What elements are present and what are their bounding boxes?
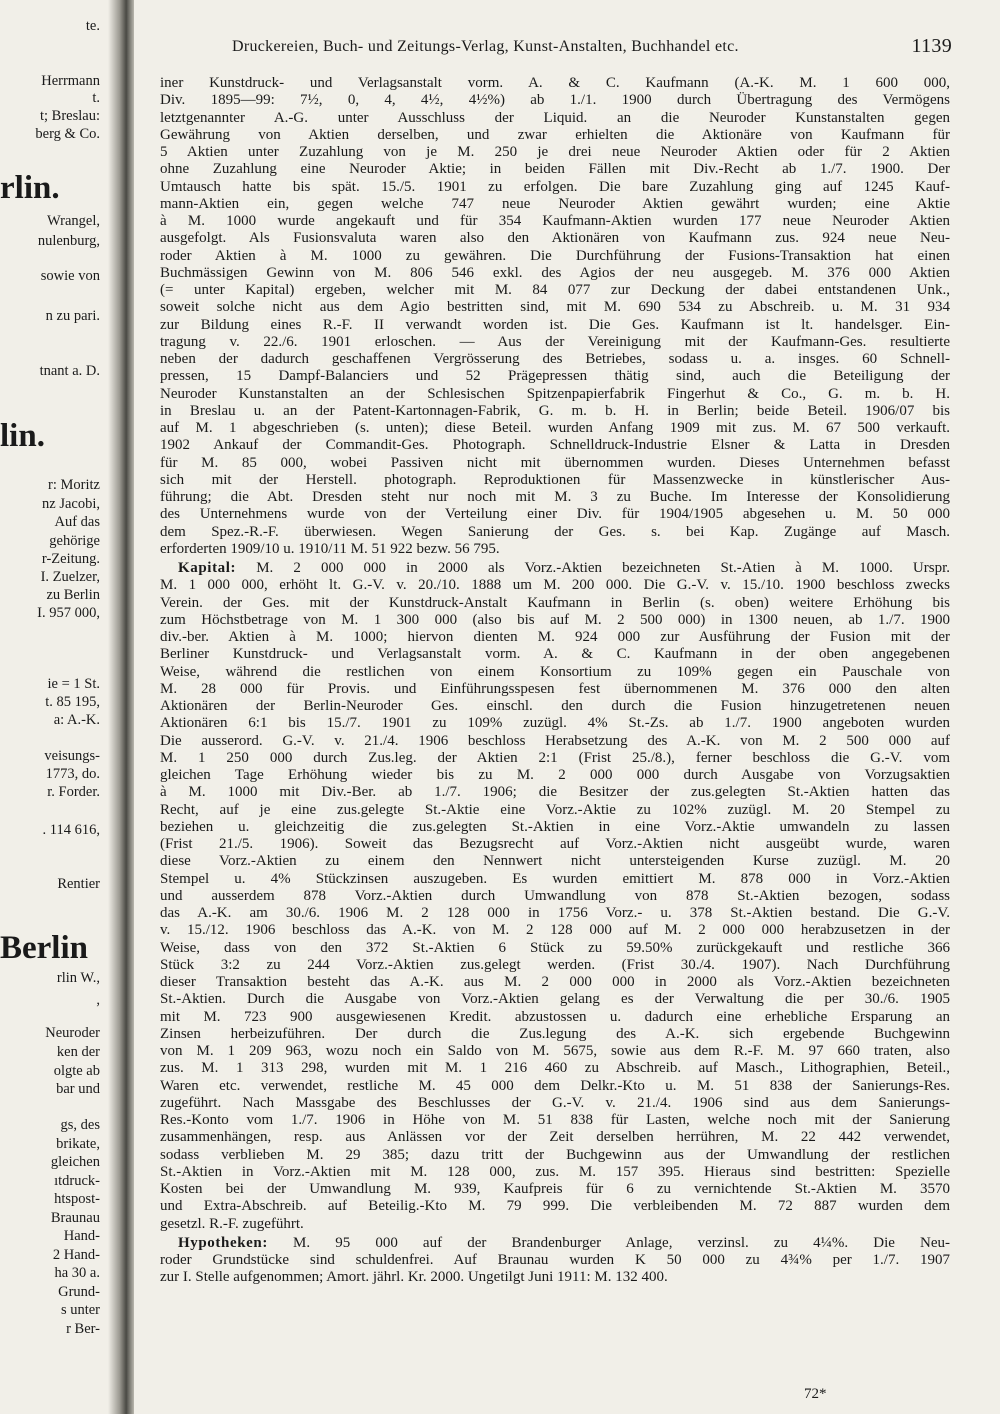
line-text: und ausserdem 878 Vorz.-Aktien durch Umwandlung von 878 St.-Aktien bezogen, sodass <box>160 887 950 904</box>
line-text: Stempel u. 4% Stückzinsen auszugeben. Es wurden emittiert M. 878 000 in Vorz.-Aktien <box>160 870 950 887</box>
line-text: führung; die Abt. Dresden steht nur noch mit M. 3 zu Buche. Im Interesse der Konsolidierung <box>160 489 950 505</box>
text-line <box>160 1164 950 1181</box>
text-line <box>160 472 950 489</box>
line-text: des Unternehmens wurde von der Verteilung einer Div. für 1904/1905 abgesehen u. M. 50 000 <box>160 506 950 523</box>
line-text: das A.-K. am 30./6. 1906 M. 2 128 000 in 1756 Vorz.- u. 378 St.-Aktien bestand. Die G.-V. <box>160 905 950 921</box>
text-line <box>160 1269 950 1286</box>
text-line <box>160 819 950 836</box>
section-label: Kapital: <box>178 560 237 576</box>
fragment-heading: rlin. <box>0 170 60 206</box>
line-text: 5 Aktien unter Zuzahlung von je M. 250 je drei neue Neuroder Aktien oder für 2 Aktien <box>160 144 950 160</box>
section-label: Hypotheken: <box>178 1234 268 1251</box>
line-text: 1902 Ankauf der Commandit-Ges. Photograph. Schnelldruck-Industrie Elsner & Latta in Dresden <box>160 437 950 454</box>
text-line <box>160 144 950 161</box>
text-line <box>160 715 950 732</box>
fragment-line: ha 30 a. <box>54 1265 100 1281</box>
text-line <box>160 974 950 991</box>
line-text: neben der dadurch geschaffenen Vergrösserung des Betriebes, sodass u. a. insges. 60 Schnell- <box>160 351 950 367</box>
line-text: zur I. Stelle aufgenommen; Amort. jährl. Kr. 2000. Ungetilgt Juni 1911: M. 132 400. <box>160 1269 668 1286</box>
text-line <box>160 664 950 681</box>
fragment-line: brikate, <box>56 1136 100 1152</box>
fragment-line: n zu pari. <box>45 308 100 324</box>
fragment-line: t. 85 195, <box>45 694 100 710</box>
text-line <box>160 1181 950 1198</box>
fragment-line: r: Moritz <box>48 477 100 493</box>
text-line <box>160 560 950 577</box>
line-text: zum Höchstbetrage von M. 1 300 000 (also bis auf M. 2 500 000) in 1300 neuen, ab 1./7. 1900 <box>160 611 950 628</box>
book-gutter <box>108 0 134 1414</box>
line-text: Stück 3:2 zu 244 Vorz.-Aktien zus.gelegt werden. (Frist 30./4. 1907). Nach Durchführung <box>160 956 950 973</box>
fragment-line: 2 Hand- <box>52 1247 100 1263</box>
fragment-line: gs, des <box>60 1117 100 1133</box>
fragment-line: berg & Co. <box>35 126 100 142</box>
fragment-line: I. Zuelzer, <box>40 569 100 585</box>
line-text: ausgefolgt. Als Fusionsvaluta waren also den Aktionären von Kaufmann zus. 924 neue Neu- <box>160 230 950 247</box>
fragment-line: Braunau <box>50 1210 100 1226</box>
text-line <box>160 110 950 127</box>
line-text: gleichen Tage Erhöhung wieder bis zu M. 2 000 000 durch Ausgabe von Vorzugsaktien <box>160 767 950 783</box>
line-text: M. 28 000 für Provis. und Einführungsspesen fest übernommenen M. 376 000 den alten <box>160 680 950 697</box>
section-hypotheken <box>160 1235 950 1287</box>
text-line <box>160 196 950 213</box>
fragment-line: 1773, do. <box>45 766 100 782</box>
fragment-line: t; Breslau: <box>39 108 100 124</box>
line-text: iner Kunstdruck- und Verlagsanstalt vorm. A. & C. Kaufmann (A.-K. M. 1 600 000, <box>160 75 950 91</box>
text-line <box>160 1095 950 1112</box>
line-text: Berliner Kunstdruck- und Verlagsanstalt vorm. A. & C. Kaufmann in der oben angegebenen <box>160 646 950 663</box>
page-number: 1139 <box>911 35 952 57</box>
fragment-line: nz Jacobi, <box>42 496 100 512</box>
text-line <box>160 1235 950 1252</box>
fragment-line: olgte ab <box>53 1063 100 1079</box>
line-text: letztgenannter A.-G. unter Ausschluss der Liquid. an die Neuroder Kunstanstalten gegen <box>160 109 950 126</box>
fragment-line: Wrangel, <box>47 213 100 229</box>
fragment-line: a: A.-K. <box>53 712 100 728</box>
line-text: auf M. 1 abgeschrieben (s. unten); diese Beteil. wurden Anfang 1909 mit zus. M. 67 500 verkauft. <box>160 420 950 436</box>
line-text: beziehen u. gleichzeitig die zus.gelegten St.-Aktien in eine Vorz.-Aktie umwandeln zu lassen <box>160 818 950 835</box>
line-text: Aktionären der Berlin-Neuroder Ges. einschl. den durch die Fusion hinzugetretenen neuen <box>160 698 950 714</box>
line-text: Res.-Konto vom 1./7. 1906 in Höhe von M. 51 838 für Lasten, welche noch mit der Sanierung <box>160 1112 950 1128</box>
text-line <box>160 92 950 109</box>
text-line <box>160 1026 950 1043</box>
line-text: zusammenhängen, resp. aus Anlässen vor der Zeit derselben herrühren, M. 22 442 verwendet, <box>160 1129 950 1146</box>
text-line <box>160 213 950 230</box>
text-line <box>160 489 950 506</box>
line-text: Die ausserord. G.-V. v. 21./4. 1906 beschloss Herabsetzung des A.-K. von M. 2 500 000 auf <box>160 732 950 749</box>
line-text: roder Grundstücke sind schuldenfrei. Auf Braunau wurden K 50 000 zu 4¾% per 1./7. 1907 <box>160 1252 950 1268</box>
line-text: pressen, 15 Dampf-Balanciers und 52 Prägepressen thätig sind, auch die Beteiligung der <box>160 368 950 385</box>
text-line <box>160 905 950 922</box>
line-text: div.-ber. Aktien à M. 1000; hiervon dienten M. 924 000 zur Ausführung der Fusion mit der <box>160 629 950 645</box>
line-text: à M. 1000 mit Div.-Ber. ab 1./7. 1906; die Besitzer der zus.gelegten St.-Aktien hatten das <box>160 784 950 801</box>
line-text: von M. 1 209 963, wozu noch ein Saldo von M. 5675, sowie aus dem R.-F. M. 97 660 traten, also <box>160 1043 950 1059</box>
line-text: M. 1 000 000, erhöht lt. G.-V. v. 20./10. 1888 um M. 200 000. Die G.-V. v. 15./10. 1900 beschloss zwecks <box>160 577 950 594</box>
line-text: Verein. der Ges. mit der Kunstdruck-Anstalt Kaufmann in Berlin (s. oben) weitere Erhöhung bis <box>160 594 950 611</box>
signature-mark: 72* <box>804 1386 827 1402</box>
fragment-line: zu Berlin <box>46 587 100 603</box>
text-line <box>160 922 950 939</box>
text-line <box>160 1198 950 1215</box>
text-line <box>160 612 950 629</box>
fragment-line: Auf das <box>54 514 100 530</box>
line-text: dieser Transaktion besteht das A.-K. aus M. 2 000 000 in 2000 als Vorz.-Aktien bezeichneten <box>160 974 950 990</box>
fragment-line: ie = 1 St. <box>47 676 100 692</box>
text-line <box>160 541 950 558</box>
fragment-line: I. 957 000, <box>37 605 100 621</box>
fragment-line: r Ber- <box>66 1321 100 1337</box>
text-line <box>160 317 950 334</box>
line-text: diese Vorz.-Aktien zu einem den Nennwert nicht untersteigenden Kurse zuzügl. M. 20 <box>160 853 950 870</box>
line-text: dem Spez.-R.-F. überwiesen. Wegen Sanierung der Ges. s. bei Kap. Zugänge auf Masch. <box>160 523 950 540</box>
line-text: Waren etc. verwendet, restliche M. 45 000 dem Delkr.-Kto u. M. 51 838 der Sanierungs-Res. <box>160 1077 950 1094</box>
fragment-line: ıtdruck- <box>54 1173 100 1189</box>
fragment-line: r. Forder. <box>47 784 100 800</box>
text-line <box>160 127 950 144</box>
text-line <box>160 1129 950 1146</box>
text-line <box>160 403 950 420</box>
text-line <box>160 1216 950 1233</box>
fragment-line: rlin W., <box>56 970 100 986</box>
fragment-line: bar und <box>56 1081 100 1097</box>
text-line <box>160 437 950 454</box>
text-line <box>160 853 950 870</box>
fragment-line: Neuroder <box>45 1025 100 1041</box>
line-text: Recht, auf je eine zus.gelegte St.-Aktie eine Vorz.-Aktie zu 102% zuzügl. M. 20 Stempel zu <box>160 801 950 818</box>
text-line <box>160 524 950 541</box>
fragment-line: gleichen <box>50 1154 100 1170</box>
text-line <box>160 455 950 472</box>
text-line <box>160 1147 950 1164</box>
line-text: M. 2 000 000 in 2000 als Vorz.-Aktien bezeichneten St.-Atien à M. 1000. Urspr. <box>236 560 950 576</box>
line-text: Weise, dass von den 372 St.-Aktien 6 Stück zu 59.50% zurückgekauft und restliche 366 <box>160 939 950 956</box>
text-line <box>160 733 950 750</box>
line-text: mit M. 723 900 ausgewiesenen Kredit. abzustossen u. dadurch eine erhebliche Ersparung an <box>160 1008 950 1025</box>
fragment-line: veisungs- <box>44 748 100 764</box>
line-text: mann-Aktien ein, gegen welche 747 neue Neuroder Aktien gewährt wurden; eine Aktie <box>160 195 950 212</box>
line-text: Umtausch hatte bis spät. 15./5. 1901 zu erfolgen. Die bare Zuzahlung ging auf 1245 Kauf- <box>160 178 950 195</box>
line-text: St.-Aktien. Durch die Ausgabe von Vorz.-Aktien gelang es der Verwaltung die per 30./6. 1905 <box>160 991 950 1008</box>
fragment-line: Rentier <box>57 876 100 892</box>
section-kapital <box>160 560 950 1233</box>
text-line <box>160 282 950 299</box>
line-text: zur Bildung eines R.-F. II verwandt worden ist. Die Ges. Kaufmann ist lt. handelsger. Ein- <box>160 316 950 333</box>
text-line <box>160 957 950 974</box>
text-line <box>160 420 950 437</box>
line-text: gesetzl. R.-F. zugeführt. <box>160 1215 304 1232</box>
text-line <box>160 784 950 801</box>
fragment-line: t. <box>92 90 100 106</box>
text-line <box>160 1060 950 1077</box>
text-line <box>160 230 950 247</box>
line-text: Buchmässigen Gewinn von M. 806 546 exkl. des Agios der neu ausgegeb. M. 376 000 Aktien <box>160 264 950 281</box>
text-line <box>160 681 950 698</box>
line-text: für M. 85 000, wobei Passiven nicht mit übernommen wurden. Dieses Unternehmen befasst <box>160 454 950 471</box>
line-text: Div. 1895—99: 7½, 0, 4, 4½, 4½%) ab 1./1. 1900 durch Übertragung des Vermögens <box>160 92 950 109</box>
fragment-line: s unter <box>60 1302 100 1318</box>
fragment-line: Herrmann <box>41 73 100 89</box>
fragment-line: ken der <box>56 1044 100 1060</box>
line-text: (Frist 21./5. 1906). Soweit das Bezugsrecht auf Vorz.-Aktien nicht ausgeübt wurde, waren <box>160 836 950 852</box>
text-line <box>160 265 950 282</box>
fragment-line: tnant a. D. <box>39 363 100 379</box>
line-text: zugeführt. Nach Massgabe des Beschlusses der G.-V. v. 21./4. 1906 sind aus dem Sanierungs- <box>160 1094 950 1111</box>
text-line <box>160 179 950 196</box>
line-text: tragung v. 22./6. 1901 erloschen. — Aus der Vereinigung mit der Kaufmann-Ges. resultierte <box>160 333 950 350</box>
text-line <box>160 888 950 905</box>
text-line <box>160 1112 950 1129</box>
line-text: à M. 1000 wurde angekauft und für 354 Kaufmann-Aktien wurden 177 neue Neuroder Aktien <box>160 213 950 229</box>
fragment-line: . 114 616, <box>42 822 100 838</box>
text-line <box>160 940 950 957</box>
line-text: und Extra-Abschreib. auf Beteilig.-Kto M. 79 999. Die verbleibenden M. 72 887 wurden dem <box>160 1198 950 1215</box>
text-line <box>160 75 950 92</box>
text-line <box>160 1078 950 1095</box>
text-line <box>160 802 950 819</box>
line-text: soweit solche nicht aus dem Agio bestritten sind, mit M. 690 534 zu Abschreib. u. M. 31 934 <box>160 299 950 316</box>
fragment-line: , <box>96 992 100 1008</box>
text-line <box>160 351 950 368</box>
text-line <box>160 248 950 265</box>
line-text: sodass verblieben M. 29 385; dazu tritt der Buchgewinn aus der Umwandlung der restlichen <box>160 1146 950 1163</box>
text-line <box>160 1252 950 1269</box>
fragment-heading: Berlin <box>0 930 88 966</box>
previous-page-column-fragment <box>0 0 104 1414</box>
text-line <box>160 506 950 523</box>
line-text: roder Aktien à M. 1000 zu gewähren. Die Durchführung der Fusions-Transaktion hat einen <box>160 247 950 264</box>
text-line <box>160 368 950 385</box>
text-line <box>160 1043 950 1060</box>
fragment-line: Grund- <box>58 1284 100 1300</box>
fragment-line: Hand- <box>63 1228 100 1244</box>
line-text: Neuroder Kunstanstalten an der Schlesischen Spitzenpapierfabrik Fingerhut & Co., G. m. b. H. <box>160 385 950 402</box>
text-line <box>160 750 950 767</box>
text-line <box>160 629 950 646</box>
fragment-line: gehörige <box>49 533 100 549</box>
fragment-line: r-Zeitung. <box>41 551 100 567</box>
line-text: Weise, während die restlichen von einem Konsortium zu 109% gegen ein Pauschale von <box>160 663 950 680</box>
paragraph-intro <box>160 75 950 558</box>
line-text: erforderten 1909/10 u. 1910/11 M. 51 922 bezw. 56 795. <box>160 540 500 557</box>
text-line <box>160 577 950 594</box>
line-text: Zinsen herbeizuführen. Der durch die Zus.legung des A.-K. sich ergebende Buchgewinn <box>160 1025 950 1042</box>
fragment-line: htspost- <box>54 1191 100 1207</box>
text-line <box>160 334 950 351</box>
text-line <box>160 299 950 316</box>
text-line <box>160 698 950 715</box>
text-line <box>160 871 950 888</box>
line-text: sich mit der Herstell. photograph. Reproduktionen für Massenzwecke in künstlerischer Aus- <box>160 471 950 488</box>
line-text: Aktionären 6:1 bis 15./7. 1901 zu 109% zuzügl. 4% St.-Zs. ab 1./7. 1900 angeboten wurden <box>160 715 950 732</box>
line-text: ohne Zuzahlung eine Neuroder Aktie; in beiden Fällen mit Div.-Recht ab 1./7. 1900. Der <box>160 161 950 178</box>
main-text-column <box>160 75 950 1289</box>
text-line <box>160 1009 950 1026</box>
line-text: v. 15./12. 1906 beschloss das A.-K. von M. 2 128 000 auf M. 2 000 000 herabzusetzen in der <box>160 922 950 939</box>
line-text: Gewährung von Aktien derselben, und zwar erhielten die Aktionäre von Kaufmann für <box>160 126 950 143</box>
fragment-heading: lin. <box>0 418 45 454</box>
text-line <box>160 646 950 663</box>
line-text: in Breslau u. an der Patent-Kartonnagen-Fabrik, G. m. b. H. in Berlin; beide Beteil. 1906/07 bis <box>160 402 950 419</box>
running-header <box>232 36 952 60</box>
text-line <box>160 767 950 784</box>
text-line <box>160 161 950 178</box>
fragment-line: te. <box>85 18 100 34</box>
line-text: M. 95 000 auf der Brandenburger Anlage, verzinsl. zu 4¼%. Die Neu- <box>267 1234 950 1251</box>
fragment-line: nulenburg, <box>37 233 100 249</box>
text-line <box>160 595 950 612</box>
line-text: M. 1 250 000 durch Zus.leg. der Aktien 2:1 (Frist 25./8.), ferner beschloss die G.-V. vom <box>160 749 950 766</box>
text-line <box>160 991 950 1008</box>
line-text: zus. M. 1 313 298, wurden mit M. 1 216 460 zu Abschreib. auf Masch., Lithographien, Beteil., <box>160 1060 950 1077</box>
text-line <box>160 836 950 853</box>
line-text: St.-Aktien in Vorz.-Aktien mit M. 128 000, zus. M. 157 395. Hieraus sind bestritten: Spezielle <box>160 1163 950 1180</box>
text-line <box>160 386 950 403</box>
header-title: Druckereien, Buch- und Zeitungs-Verlag, Kunst-Anstalten, Buchhandel etc. <box>232 38 739 55</box>
line-text: (= unter Kapital) ergeben, welcher mit M. 84 077 zur Deckung der dabei entstandenen Unk., <box>160 282 950 298</box>
fragment-line: sowie von <box>40 268 100 284</box>
line-text: Kosten bei der Umwandlung M. 939, Kaufpreis für 6 zu vernichtende St.-Aktien M. 3570 <box>160 1181 950 1197</box>
